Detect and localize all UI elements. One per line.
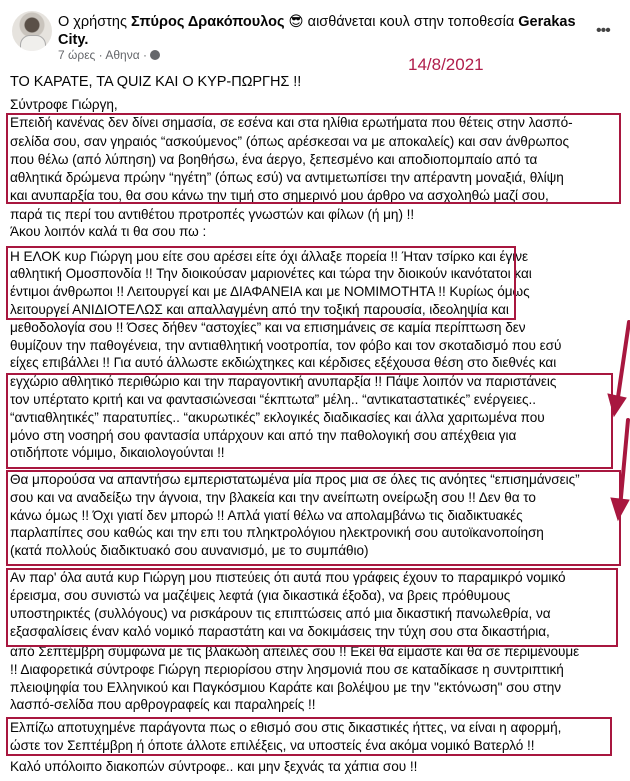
- post-text-line: είχες επιβάλλει !! Για αυτό άλλωστε εκδιώχτηκες και κέρδισες εξέχουσα θέση στο διεθνές και: [10, 355, 557, 370]
- feeling-text: αισθάνεται κουλ στην τοποθεσία: [303, 14, 519, 30]
- separator: ·: [139, 48, 151, 62]
- post-text-line: πλειοψηφία του Ελληνικού και Παγκόσμιου Καράτε και βολέψου με την "εκτόνωση" σου στην: [10, 680, 561, 695]
- post-text-line: σελίδα σου, σαν γηραιός “ασκούμενος” (όπως αρέσκεσαι να με αποκαλείς) και σαν άνθρωπος: [10, 134, 569, 149]
- post-text-line: έρεισμα, σου συνιστώ να μαζέψεις λεφτά (για δικαστικά έξοδα), να βρεις πρόθυμους: [10, 588, 511, 603]
- post-title: ΤΟ ΚΑΡΑΤΕ, ΤΑ QUIZ ΚΑΙ Ο ΚΥΡ-ΠΩΡΓΗΣ !!: [10, 74, 302, 90]
- post-text-line: τον υπέρτατο κριτή και να φαντασιώνεσαι “έκπτωτα” μέλη.. “αντικαταστατικές” ενέργειες..: [10, 392, 536, 407]
- post-text-line: Ελπίζω αποτυχημένε παράγοντα πως ο εθισμό σου στις δικαστικές ήττες, να είναι η αφορμή,: [10, 720, 562, 735]
- post-text-line: έντιμοι άνθρωποι !! Λειτουργεί και με ΔΙΑΦΑΝΕΙΑ και με ΝΟΜΙΜΟΤΗΤΑ !! Κυρίως όμως: [10, 284, 530, 299]
- location-link-continued[interactable]: City.: [58, 32, 89, 48]
- post-text-line: “αντιαθλητικές” παρατυπίες.. “ακυρωτικές” εκλογικές διαδικασίες και άλλα χαριτωμένα που: [10, 410, 545, 425]
- post-text-line: εγχώριο αθλητικό περιθώριο και την παραγοντική ανυπαρξία !! Πάψε λοιπόν να παριστάνεις: [10, 374, 557, 389]
- post-text-line: Θα μπορούσα να απαντήσω εμπεριστατωμένα μία προς μια σε όλες τις ανόητες “επισημάνσεις”: [10, 472, 580, 487]
- header-prefix: Ο χρήστης: [58, 14, 131, 30]
- post-text-line: που θέλω (από λύπηση) να βοηθήσω, ένα άεργο, ξεπεσμένο και αποδιοπομπαίο από τα: [10, 152, 538, 167]
- post-time[interactable]: 7 ώρες: [58, 48, 96, 62]
- post-text-line: οτιδήποτε νόμιμο, δικαιολογούνται !!: [10, 445, 225, 460]
- post-text-line: κάνω όμως !! Όχι γιατί δεν μπορώ !! Απλά γιατί θέλω να απολαμβάνω τις διαδικτυακές: [10, 508, 523, 523]
- post-text-line: αθλητικά δρώμενα πρώην “ηγέτη” (όπως εσύ) να αντιμετωπίσει την απέραντη μοναξιά, θλίψη: [10, 170, 564, 185]
- post-text-line: Η ΕΛΟΚ κυρ Γιώργη μου είτε σου αρέσει είτε όχι άλλαξε πορεία !! Ήταν τσίρκο και έγινε: [10, 249, 528, 264]
- post-text-line: (κατά πολλούς διαδικτυακό σου αυνανισμό, με το συμπάθιο): [10, 543, 369, 558]
- post-text-line: παρλαπίπες σου καθώς και την επι του πληκτρολόγιου ηλεκτρονική σου αυτοϊκανοποίηση: [10, 525, 544, 540]
- annotation-date: 14/8/2021: [408, 55, 484, 74]
- post-text-line: Σύντροφε Γιώργη,: [10, 97, 118, 112]
- post-text-line: σου και να αναδείξω την άγνοια, την βλακεία και την ανείπωτη ονείρωξη σου !! Δεν θα το: [10, 490, 536, 505]
- post-text-line: λασπό-σελίδα που αρθρογραφείς και παραληρείς !!: [10, 697, 316, 712]
- post-text-line: παρά τις περί του αντιθέτου προτροπές γνωστών και φίλων (ή μη) !!: [10, 207, 415, 222]
- post-place: Αθηνα: [105, 48, 140, 62]
- post-text-line: μόνο στη νοσηρή σου φαντασία υπάρχουν και από την παθολογική σου απέχθεια για: [10, 428, 517, 443]
- post-text-line: ώστε τον Σεπτέμβρη ή όποτε άλλοτε επιλέξεις, να υποστείς ένα ακόμα νομικό Βατερλό !!: [10, 738, 535, 753]
- separator: ·: [95, 48, 106, 62]
- post-text-line: εξασφαλίσεις έναν καλό νομικό παραστάτη και να δοκιμάσεις την τύχη σου στα δικαστήρια,: [10, 624, 550, 639]
- post-text-line: !! Διαφορετικά σύντροφε Γιώργη περιορίσου στην λησμονιά που σε καταδίκασε η συντριπτική: [10, 662, 564, 677]
- post-text-line: και ανυπαρξία του, θα σου κάνω την τιμή στο σημερινό μου άρθρο να ασχοληθώ μαζί σου,: [10, 188, 549, 203]
- arrow-icon: [611, 420, 629, 520]
- post-text-line: από Σεπτέμβρη σύμφωνα με τις βλακώδη απειλές σου !! Εκεί θα είμαστε και θα σε περιμένουμε: [10, 644, 580, 659]
- author-name[interactable]: Σπύρος Δρακόπουλος: [131, 14, 285, 30]
- feeling-emoji: 😎: [288, 14, 304, 30]
- post-text-line: Αν παρ' όλα αυτά κυρ Γιώργη μου πιστεύεις ότι αυτά που γράφεις έχουν το παραμικρό νομικό: [10, 570, 566, 585]
- more-options-button[interactable]: •••: [596, 22, 610, 39]
- arrow-icon: [608, 322, 629, 416]
- post-text-line: θυμίζουν την παθογένεια, την αντιαθλητική νοοτροπία, τον φόβο και τον σκοταδισμό που εσύ: [10, 338, 562, 353]
- post-text-line: Άκου λοιπόν καλά τι θα σου πω :: [10, 224, 207, 239]
- post-text-line: Καλό υπόλοιπο διακοπών σύντροφε.. και μην ξεχνάς τα χάπια σου !!: [10, 759, 418, 774]
- post-text-line: λειτουργεί ΑΝΙΔΙΟΤΕΛΩΣ και απαλλαγμένη από την τοξική παρουσία, ιδεοληψία και: [10, 302, 509, 317]
- post-text-line: υποστηρικτές (συλλόγους) να ρισκάρουν τις επιπτώσεις από μια δικαστική πανωλεθρία, να: [10, 606, 551, 621]
- post-text-line: Επειδή κανένας δεν δίνει σημασία, σε εσένα και στα ηλίθια ερωτήματα που θέτεις στην λασπό-: [10, 115, 573, 130]
- post-text-line: αθλητική Ομοσπονδία !! Την διοικούσαν μαριονέτες και τώρα την διοικούν ικανότατοι και: [10, 266, 532, 281]
- location-link[interactable]: Gerakas: [518, 14, 576, 30]
- post-text-line: μεθοδολογία σου !! Όσες δήθεν “αστοχίες” και να επισημάνεις σε καμία περίπτωση δεν: [10, 320, 526, 335]
